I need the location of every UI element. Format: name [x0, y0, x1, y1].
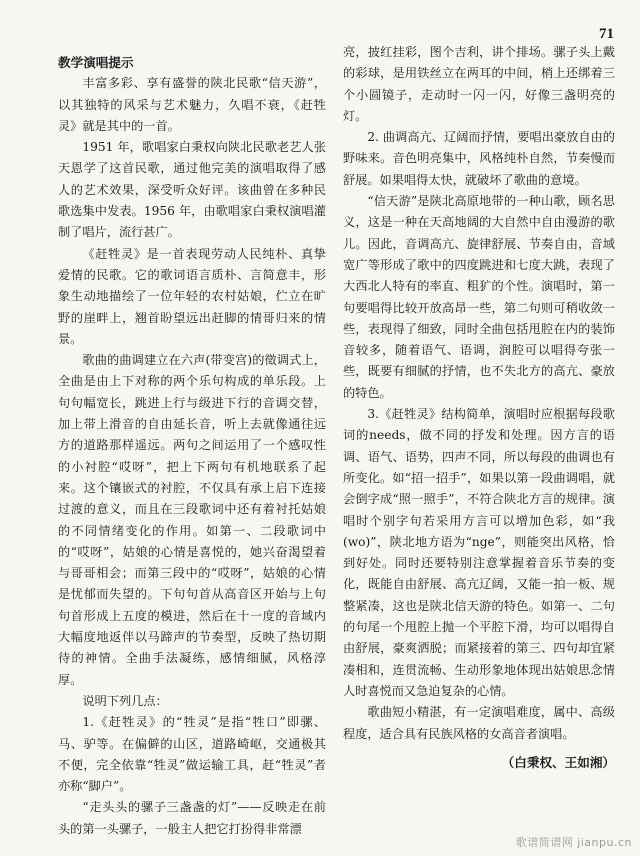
paragraph: 歌曲短小精湛，有一定演唱难度，属中、高级程度，适合具有民族风格的女高音者演唱。: [343, 705, 615, 741]
paragraph: 丰富多彩、享有盛誉的陕北民歌“信天游”，以其独特的风采与艺术魅力，久唱不衰，《赶牲灵》就是其中的一首。: [58, 76, 326, 133]
paragraph: 3.《赶牲灵》结构简单，演唱时应根据每段歌词的needs，做不同的抒发和处理。因方言的语调、语气、语势，四声不同，所以每段的曲调也有所变化。如“招一招手”，如果以第一段曲调唱，就会倒字成“照一照手”，不符合陕北方言的规律。演唱时个别字句若采用方言可以增加色彩，如“我(wo)”，陕北地方语为“nge”，则能突出风格，恰到好处。同时还要特别注意掌握着音乐节奏的变化，既能自由舒展、高亢辽阔，又能一拍一板、规整紧凑，这也是陕北信天游的特色。如第一、二句的句尾一个甩腔上抛一个平腔下滑，均可以唱得自由舒展，豪爽洒脱；而紧接着的第三、四句却宜紧凑相和，连贯流畅、生动形象地体现出姑娘思念情人时喜悦而又急迫复杂的心情。: [343, 407, 615, 698]
paragraph: 歌曲的曲调建立在六声(带变宫)的徵调式上，全曲是由上下对称的两个乐句构成的单乐段。上句句幅宽长，跳进上行与级进下行的音调交替，加上带上滑音的自由延长音，听上去就像通往远方的道路那样遥远。两句之间运用了一个感叹性的小衬腔“哎呀”，把上下两句有机地联系了起来。这个镶嵌式的衬腔，不仅具有承上启下连接过渡的意义，而且在三段歌词中还有着衬托姑娘的不同情绪变化的作用。如第一、二段歌词中的“哎呀”，姑娘的心情是喜悦的，她兴奋渴望着与哥哥相会；而第三段中的“哎呀”，姑娘的心情是忧郁而失望的。下句句首从高音区开始与上句句首形成上五度的模进，然后在十一度的音域内大幅度地返伴以马蹄声的节奏型，反映了热切期待的神情。全曲手法凝练，感情细腻，风格淳厚。: [58, 353, 326, 687]
paragraph: 亮，披红挂彩，图个吉利，讲个排场。骡子头上戴的彩球，是用铁丝立在两耳的中间，梢上还绑着三个小圆镜子，走动时一闪一闪，好像三盏明亮的灯。: [343, 45, 615, 123]
paragraph: “走头头的骡子三盏盏的灯”——反映走在前头的第一头骡子，一般主人把它打扮得非常漂: [58, 800, 326, 836]
paragraph: 1.《赶牲灵》的“牲灵”是指“牲口”即骡、马、驴等。在偏僻的山区，道路崎岖，交通极其不便，完全依靠“牲灵”做运输工具，赶“牲灵”者亦称“脚户”。: [58, 715, 326, 794]
section-heading: 教学演唱提示: [58, 55, 134, 70]
right-column: [343, 42, 615, 745]
paragraph: 1951 年，歌唱家白秉权向陕北民歌老艺人张天恩学了这首民歌，通过他完美的演唱取得了感人的艺术效果，深受听众好评。该曲曾在多种民歌选集中发表。1956 年，由歌唱家白秉权演唱灌制了唱片，流行甚广。: [58, 140, 326, 240]
paragraph: “信天游”是陕北高原地带的一种山歌，顾名思义，这是一种在天高地阔的大自然中自由漫游的歌儿。因此，音调高亢、旋律舒展、节奏自由，音域宽广等形成了歌中的四度跳进和七度大跳，表现了大西北人特有的率直、粗犷的个性。演唱时，第一句要唱得比较开放高昂一些，第二句则可稍收敛一些，表现得了细致，同时全曲包括甩腔在内的装饰音较多，随着语气、语调，润腔可以唱得夸张一些，既要有细腻的抒情，也不失北方的高亢、豪放的特色。: [343, 194, 615, 400]
paragraph: 《赶牲灵》是一首表现劳动人民纯朴、真挚爱情的民歌。它的歌词语言质朴、言简意丰，形象生动地描绘了一位年轻的农村姑娘，伫立在旷野的崖畔上，翘首盼望远出赶脚的情哥归来的情景。: [58, 246, 326, 346]
paragraph: 说明下列几点：: [82, 693, 168, 708]
author-credit: （白秉权、王如湘）: [501, 755, 615, 770]
paragraph: 2. 曲调高亢、辽阔而抒情，要唱出豪放自由的野味来。音色明亮集中，风格纯朴自然，节奏慢而舒展。如果唱得太快，就破坏了歌曲的意境。: [343, 130, 615, 187]
page-number: 71: [599, 26, 614, 42]
watermark: 歌谱简谱网 jianpu.cn: [515, 836, 632, 849]
left-column: [58, 42, 326, 840]
